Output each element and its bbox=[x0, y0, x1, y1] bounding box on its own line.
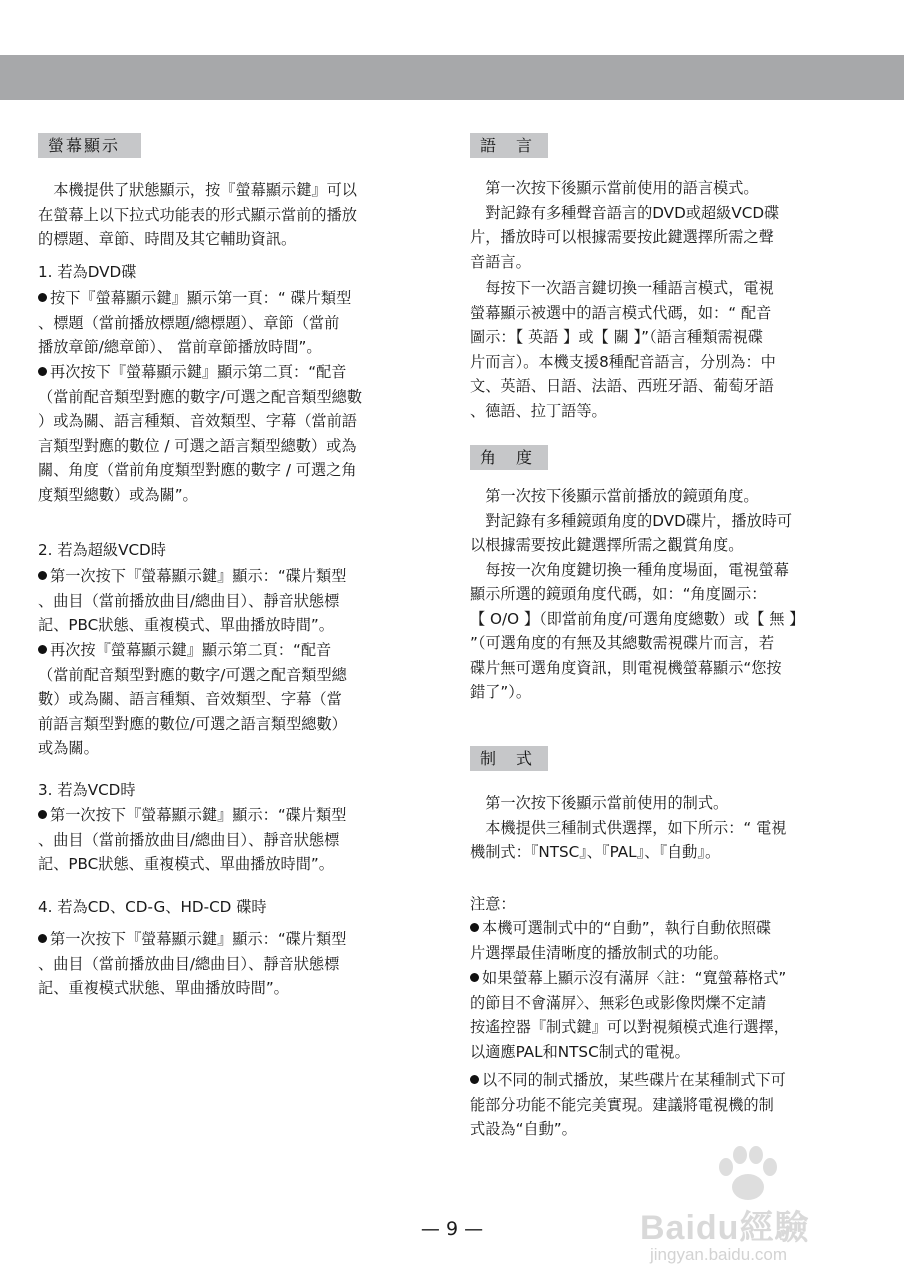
line-text: ”（可選角度的有無及其總數需視碟片而言，若 bbox=[470, 634, 775, 652]
vcd-title: 3. 若為VCD時 bbox=[38, 781, 136, 799]
line-text: 式設為“自動”。 bbox=[470, 1120, 577, 1138]
paw-icon bbox=[710, 1145, 785, 1205]
page-number: — 9 — bbox=[420, 1218, 484, 1240]
text-line bbox=[470, 607, 804, 632]
line-text: 碟片無可選角度資訊，則電視機螢幕顯示“您按 bbox=[470, 658, 782, 677]
text-line bbox=[470, 1093, 786, 1118]
text-line bbox=[470, 941, 771, 966]
line-text: 第一次按下後顯示當前播放的鏡頭角度。 bbox=[470, 487, 759, 505]
line-text: （當前配音類型對應的數字/可選之配音類型總 bbox=[38, 665, 347, 684]
header-bar bbox=[0, 55, 904, 100]
text-line bbox=[38, 178, 357, 203]
text-line bbox=[38, 360, 362, 385]
text-line bbox=[38, 638, 347, 663]
line-text: 每按下一次語言鍵切換一種語言模式，電視 bbox=[470, 279, 774, 297]
text-line bbox=[470, 484, 804, 509]
line-text: 記、PBC狀態、重複模式、單曲播放時間”。 bbox=[38, 616, 334, 634]
line-text: 記、PBC狀態、重複模式、單曲播放時間”。 bbox=[38, 855, 334, 873]
line-text: 再次按『螢幕顯示鍵』顯示第二頁：“配音 bbox=[50, 641, 332, 659]
note-bullet-2 bbox=[470, 966, 789, 1064]
text-line bbox=[470, 791, 786, 816]
section-heading-angle: 角 度 bbox=[470, 445, 548, 470]
text-line bbox=[38, 952, 346, 977]
line-text: 以根據需要按此鍵選擇所需之觀賞角度。 bbox=[470, 536, 744, 554]
text-line bbox=[470, 225, 779, 250]
line-text: （當前配音類型對應的數字/可選之配音類型總數 bbox=[38, 387, 363, 406]
text-line bbox=[38, 613, 346, 638]
text-line bbox=[38, 803, 346, 828]
line-text: 、曲目（當前播放曲目/總曲目）、靜音狀態標 bbox=[38, 591, 340, 610]
cd-bullet-1 bbox=[38, 927, 346, 1001]
text-line bbox=[470, 176, 779, 201]
line-text: 能部分功能不能完美實現。建議將電視機的制 bbox=[470, 1095, 774, 1114]
text-line bbox=[470, 656, 804, 681]
text-line bbox=[470, 276, 776, 301]
line-text: 第一次按下『螢幕顯示鍵』顯示：“碟片類型 bbox=[50, 806, 347, 824]
baidu-watermark bbox=[640, 1140, 870, 1270]
text-line bbox=[38, 687, 347, 712]
line-text: 言類型對應的數位 / 可選之語言類型總數）或為 bbox=[38, 436, 357, 455]
cd-title: 4. 若為CD、CD-G、HD-CD 碟時 bbox=[38, 898, 267, 916]
dvd-bullet-1 bbox=[38, 286, 351, 360]
text-line bbox=[470, 966, 789, 991]
text-line bbox=[470, 325, 776, 350]
line-text: 【 O/O 】（即當前角度/可選角度總數）或【 無 】 bbox=[470, 609, 805, 628]
section-heading-system: 制 式 bbox=[470, 746, 548, 771]
line-text: 前語言類型對應的數位/可選之語言類型總數） bbox=[38, 714, 347, 733]
text-line bbox=[470, 509, 804, 534]
text-line bbox=[38, 712, 347, 737]
text-line bbox=[470, 840, 786, 865]
text-line bbox=[470, 533, 804, 558]
line-text: 音語言。 bbox=[470, 252, 531, 271]
display-intro bbox=[38, 178, 357, 252]
section-heading-language: 語 言 bbox=[470, 133, 548, 158]
text-line bbox=[38, 434, 362, 459]
line-text: 按遙控器『制式鍵』可以對視頻模式進行選擇， bbox=[470, 1018, 789, 1036]
text-line bbox=[470, 201, 779, 226]
watermark-text: Baidu經驗 bbox=[640, 1209, 810, 1247]
line-text: 的節目不會滿屏〉、無彩色或影像閃爍不定請 bbox=[470, 993, 767, 1012]
bullet-icon bbox=[38, 293, 47, 302]
line-text: 以適應PAL和NTSC制式的電視。 bbox=[470, 1042, 690, 1061]
text-line bbox=[470, 816, 786, 841]
bullet-icon bbox=[38, 934, 47, 943]
text-line bbox=[470, 250, 779, 275]
text-line bbox=[470, 582, 804, 607]
text-line bbox=[470, 1040, 789, 1065]
line-text: 第一次按下『螢幕顯示鍵』顯示：“碟片類型 bbox=[50, 930, 347, 948]
text-line bbox=[38, 311, 351, 336]
dvd-title: 1. 若為DVD碟 bbox=[38, 263, 137, 281]
line-text: 如果螢幕上顯示沒有滿屏〈註：“寬螢幕格式” bbox=[482, 969, 787, 987]
line-text: 本機可選制式中的“自動”，執行自動依照碟 bbox=[482, 919, 772, 937]
note-bullet-3 bbox=[470, 1068, 786, 1142]
line-text: 本機提供三種制式供選擇，如下所示：“ 電視 bbox=[470, 818, 787, 837]
line-text: 本機提供了狀態顯示，按『螢幕顯示鍵』可以 bbox=[38, 181, 357, 199]
line-text: 第一次按下『螢幕顯示鍵』顯示：“碟片類型 bbox=[50, 567, 347, 585]
line-text: 圖示：【 英語 】或【 關 】”（語言種類需視碟 bbox=[470, 328, 763, 346]
text-line bbox=[38, 203, 357, 228]
line-text: 、曲目（當前播放曲目/總曲目）、靜音狀態標 bbox=[38, 830, 340, 849]
text-line bbox=[38, 335, 351, 360]
line-text: 度類型總數）或為關”。 bbox=[38, 485, 198, 504]
text-line bbox=[470, 916, 771, 941]
bullet-icon bbox=[470, 973, 479, 982]
line-text: 對記錄有多種聲音語言的DVD或超級VCD碟 bbox=[470, 203, 780, 222]
line-text: 每按一次角度鍵切換一種角度場面，電視螢幕 bbox=[470, 560, 789, 579]
bullet-icon bbox=[470, 1075, 479, 1084]
text-line bbox=[470, 1117, 786, 1142]
line-text: 數）或為關、語言種類、音效類型、字幕（當 bbox=[38, 690, 342, 708]
bullet-icon bbox=[38, 645, 47, 654]
text-line bbox=[470, 631, 804, 656]
bullet-icon bbox=[470, 923, 479, 932]
line-text: 錯了”）。 bbox=[470, 683, 532, 701]
bullet-icon bbox=[38, 367, 47, 376]
line-text: ）或為關、語言種類、音效類型、字幕（當前語 bbox=[38, 412, 357, 430]
line-text: 記、重複模式狀態、單曲播放時間”。 bbox=[38, 979, 289, 997]
line-text: 關、角度（當前角度類型對應的數字 / 可選之角 bbox=[38, 461, 357, 479]
text-line bbox=[38, 589, 346, 614]
text-line bbox=[38, 564, 346, 589]
text-line bbox=[38, 976, 346, 1001]
svcd-bullet-2 bbox=[38, 638, 347, 761]
section-heading-display: 螢幕顯示 bbox=[38, 133, 141, 158]
text-line bbox=[470, 1015, 789, 1040]
text-line bbox=[470, 680, 804, 705]
text-line bbox=[38, 286, 351, 311]
line-text: 播放章節/總章節）、 當前章節播放時間”。 bbox=[38, 338, 322, 356]
dvd-bullet-2 bbox=[38, 360, 362, 507]
line-text: 、德語、拉丁語等。 bbox=[470, 401, 607, 420]
text-line bbox=[470, 350, 776, 375]
vcd-bullet-1 bbox=[38, 803, 346, 877]
line-text: 對記錄有多種鏡頭角度的DVD碟片，播放時可 bbox=[470, 511, 793, 530]
line-text: 、標題（當前播放標題/總標題）、章節（當前 bbox=[38, 313, 340, 332]
line-text: 的標題、章節、時間及其它輔助資訊。 bbox=[38, 230, 297, 248]
line-text: 、曲目（當前播放曲目/總曲目）、靜音狀態標 bbox=[38, 954, 340, 973]
text-line bbox=[38, 458, 362, 483]
text-line bbox=[38, 852, 346, 877]
text-line bbox=[38, 927, 346, 952]
line-text: 片而言）。本機支援8種配音語言，分別為：中 bbox=[470, 352, 776, 371]
language-para-1 bbox=[470, 176, 779, 274]
text-line bbox=[470, 991, 789, 1016]
line-text: 文、英語、日語、法語、西班牙語、葡萄牙語 bbox=[470, 377, 774, 395]
line-text: 顯示所選的鏡頭角度代碼，如：“角度圖示： bbox=[470, 585, 767, 603]
bullet-icon bbox=[38, 810, 47, 819]
svcd-title: 2. 若為超級VCD時 bbox=[38, 541, 166, 559]
line-text: 片，播放時可以根據需要按此鍵選擇所需之聲 bbox=[470, 228, 774, 246]
line-text: 再次按下『螢幕顯示鍵』顯示第二頁：“配音 bbox=[50, 363, 347, 381]
text-line bbox=[38, 483, 362, 508]
line-text: 螢幕顯示被選中的語言模式代碼，如：“ 配音 bbox=[470, 303, 772, 322]
system-para-1 bbox=[470, 791, 786, 865]
text-line bbox=[38, 409, 362, 434]
text-line bbox=[470, 1068, 786, 1093]
svcd-bullet-1 bbox=[38, 564, 346, 638]
line-text: 第一次按下後顯示當前使用的制式。 bbox=[470, 794, 729, 812]
language-para-2 bbox=[470, 276, 776, 423]
line-text: 以不同的制式播放，某些碟片在某種制式下可 bbox=[482, 1071, 786, 1089]
note-bullet-1 bbox=[470, 916, 771, 965]
text-line bbox=[470, 301, 776, 326]
line-text: 機制式：『NTSC』、『PAL』、『自動』。 bbox=[470, 843, 721, 861]
note-title: 注意： bbox=[470, 895, 516, 913]
angle-para-1 bbox=[470, 484, 804, 705]
line-text: 在螢幕上以下拉式功能表的形式顯示當前的播放 bbox=[38, 205, 357, 224]
line-text: 按下『螢幕顯示鍵』顯示第一頁：“ 碟片類型 bbox=[50, 289, 352, 307]
text-line bbox=[470, 374, 776, 399]
watermark-url: jingyan.baidu.com bbox=[650, 1245, 788, 1264]
text-line bbox=[38, 227, 357, 252]
text-line bbox=[38, 736, 347, 761]
text-line bbox=[38, 385, 362, 410]
text-line bbox=[470, 558, 804, 583]
text-line bbox=[38, 828, 346, 853]
text-line bbox=[470, 399, 776, 424]
text-line bbox=[38, 663, 347, 688]
line-text: 第一次按下後顯示當前使用的語言模式。 bbox=[470, 179, 759, 197]
line-text: 或為關。 bbox=[38, 739, 99, 757]
bullet-icon bbox=[38, 571, 47, 580]
line-text: 片選擇最佳清晰度的播放制式的功能。 bbox=[470, 943, 729, 962]
